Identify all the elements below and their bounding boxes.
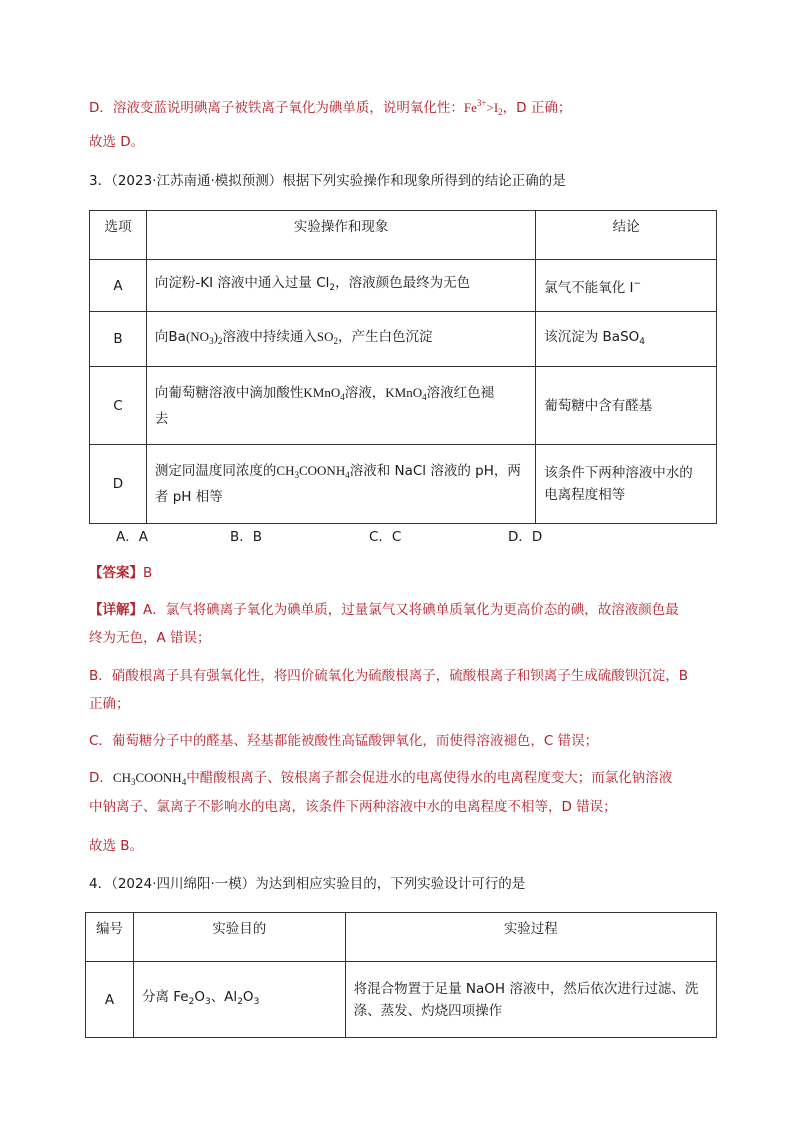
- row-operation: 测定同温度同浓度的$CH_3COONH_4$溶液和 NaCl 溶液的 pH，两 者 pH 相等: [146, 445, 535, 524]
- table-row: [90, 312, 717, 367]
- row-label: C: [90, 367, 147, 445]
- header-purpose: 实验目的: [133, 913, 345, 962]
- question-4-table: [85, 912, 717, 1038]
- row-operation: 向淀粉-KI 溶液中通入过量 $Cl_2$，溶液颜色最终为无色: [146, 260, 535, 312]
- formula-fe3-i2: $Fe^{3+}>I_2$: [463, 98, 503, 117]
- answer-tag: 【答案】: [89, 565, 143, 581]
- question-3-table: [89, 210, 717, 524]
- answer-line: [89, 563, 152, 583]
- row-conclusion: 葡萄糖中含有醛基: [536, 367, 717, 445]
- header-conclusion: 结论: [536, 211, 717, 260]
- row-operation: 向$Ba(NO_3)_2$溶液中持续通入$SO_2$，产生白色沉淀: [146, 312, 535, 367]
- prev-select-line: 故选 D。: [89, 134, 145, 150]
- table-header-row: [86, 913, 717, 962]
- row-purpose: 分离 $Fe_2O_3$、$Al_2O_3$: [133, 962, 345, 1038]
- answer-value: B: [143, 565, 153, 581]
- row-conclusion: 氯气不能氧化 I−: [536, 260, 717, 312]
- row-label: D: [90, 445, 147, 524]
- row-label: B: [90, 312, 147, 367]
- analysis-d-line2: 中钠离子、氯离子不影响水的电离，该条件下两种溶液中水的电离程度不相等，D 错误；: [89, 799, 617, 815]
- analysis-d-line1: D．$CH_3COONH_4$中醋酸根离子、铵根离子都会促进水的电离使得水的电离程度变大；而氯化钠溶液: [89, 770, 673, 787]
- header-number: 编号: [86, 913, 134, 962]
- choice-b: B．B: [230, 529, 263, 545]
- analysis-b-line1: B．硝酸根离子具有强氧化性，将四价硫氧化为硫酸根离子，硫酸根离子和钡离子生成硫酸钡沉淀，B: [89, 668, 689, 684]
- row-conclusion: 该条件下两种溶液中水的 电离程度相等: [536, 445, 717, 524]
- formula-ch3coonh4: $CH_3COONH_4$: [112, 770, 187, 787]
- row-operation: 向葡萄糖溶液中滴加酸性KMnO$_4$溶液，KMnO$_4$溶液红色褪 去: [146, 367, 535, 445]
- choice-a: A．A: [116, 529, 148, 545]
- analysis-a-line2: 终为无色，A 错误；: [89, 630, 211, 646]
- table-row: [90, 367, 717, 445]
- question-4-stem: 4．（2024·四川绵阳·一模）为达到相应实验目的，下列实验设计可行的是: [89, 876, 526, 892]
- analysis-tag: 【详解】: [89, 602, 143, 618]
- choice-c: C．C: [369, 529, 402, 545]
- row-conclusion: 该沉淀为 BaSO$_4$: [536, 312, 717, 367]
- table-row: [90, 445, 717, 524]
- choice-d: D．D: [508, 529, 543, 545]
- analysis-c-line: C．葡萄糖分子中的醛基、羟基都能被酸性高锰酸钾氧化，而使得溶液褪色，C 错误；: [89, 733, 599, 749]
- analysis-a-line1: 【详解】A．氯气将碘离子氧化为碘单质，过量氯气又将碘单质氧化为更高价态的碘，故溶液颜色最: [89, 602, 679, 618]
- prev-option-d-explanation: D．溶液变蓝说明碘离子被铁离子氧化为碘单质，说明氧化性：$Fe^{3+}>I_2$，D 正确；: [89, 98, 572, 117]
- header-option: 选项: [90, 211, 147, 260]
- row-process: 将混合物置于足量 NaOH 溶液中，然后依次进行过滤、洗 涤、蒸发、灼烧四项操作: [345, 962, 716, 1038]
- table-row: [86, 962, 717, 1038]
- q3-select-line: 故选 B。: [89, 838, 144, 854]
- analysis-b-line2: 正确；: [89, 696, 130, 712]
- table-row: [90, 260, 717, 312]
- row-label: A: [86, 962, 134, 1038]
- table-header-row: [90, 211, 717, 260]
- header-operation: 实验操作和现象: [146, 211, 535, 260]
- header-process: 实验过程: [345, 913, 716, 962]
- question-3-stem: 3．（2023·江苏南通·模拟预测）根据下列实验操作和现象所得到的结论正确的是: [89, 173, 566, 189]
- row-label: A: [90, 260, 147, 312]
